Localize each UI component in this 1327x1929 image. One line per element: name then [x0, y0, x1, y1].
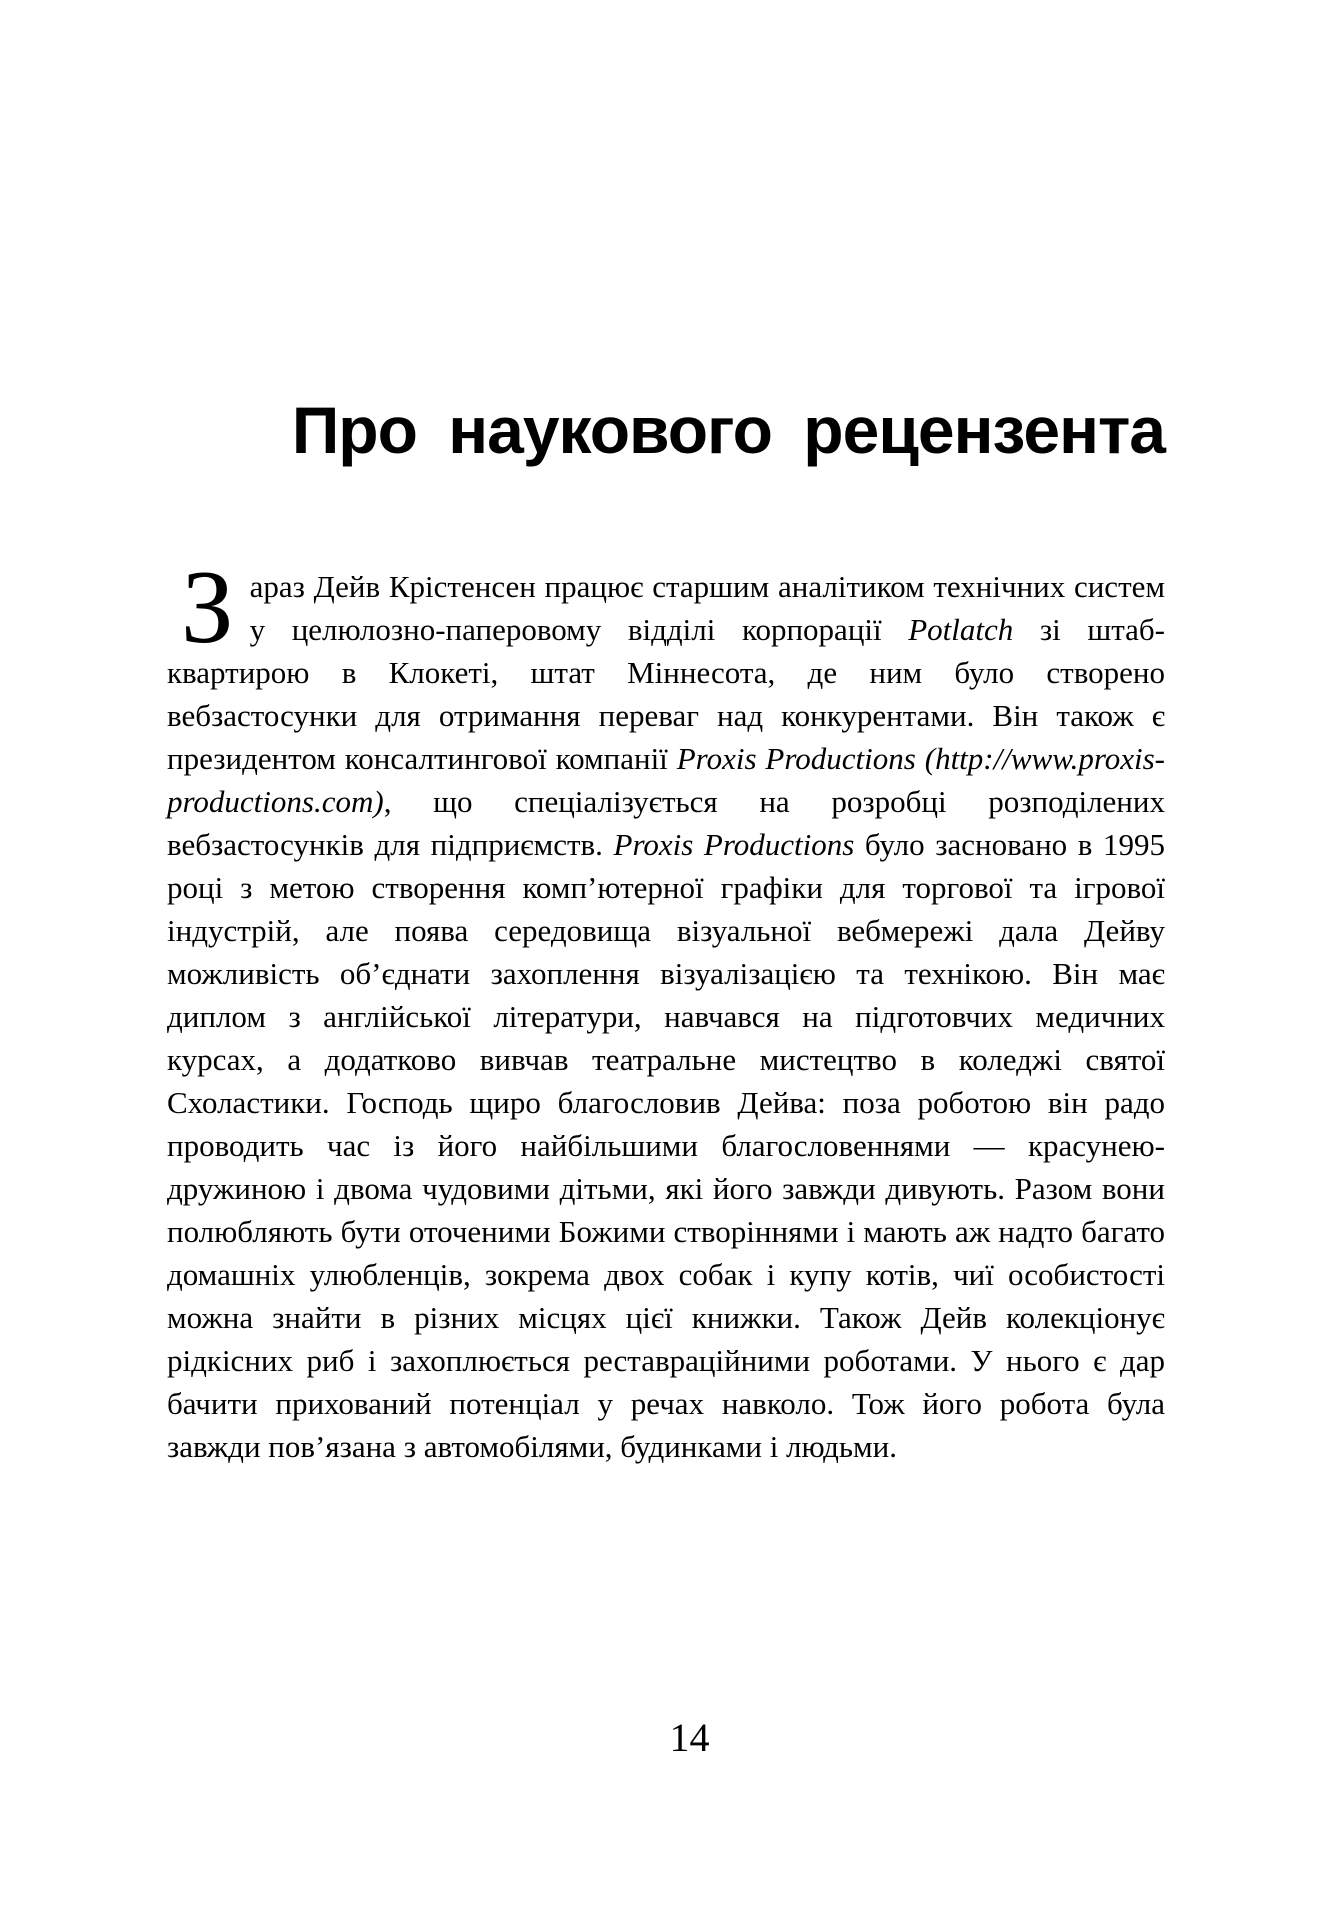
paragraph-segment: , що спеціалізується на розробці розподілених вебзастосунків для підприємств.: [167, 784, 1165, 862]
page-number-value: 14: [669, 1715, 710, 1760]
paragraph-segment: зі штаб-квартирою в Клокеті, штат Міннесота, де ним було створено вебзастосунки для отримання переваг над конкурентами. Він також є президентом консалтингової компанії: [167, 612, 1165, 776]
chapter-title: Про наукового рецензента: [291, 393, 1165, 467]
body-paragraph: [167, 548, 1166, 1468]
drop-cap: З: [181, 548, 234, 665]
paragraph-text: [167, 569, 1165, 1464]
paragraph-segment: Proxis Productions: [613, 827, 855, 862]
paragraph-segment: було засновано в 1995 році з метою створення комп’ютерної графіки для торгової та ігрової індустрій, але поява середовища візуальної вебмережі дала Дейву можливість об’єднати захоплення візуалізацією та технікою. Він має диплом з англійської літератури, навчався на підготовчих медичних курсах, а додатково вивчав театральне мистецтво в коледжі святої Схоластики. Господь щиро благословив Дейва: поза роботою він радо проводить час із його найбільшими благословеннями — красунею-дружиною і двома чудовими дітьми, які його завжди дивують. Разом вони полюбляють бути оточеними Божими створіннями і мають аж надто багато домашніх улюбленців, зокрема двох собак і купу котів, чиї особистості можна знайти в різних місцях цієї книжки. Також Дейв колекціонує рідкісних риб і захоплюється реставраційними роботами. У нього є дар бачити прихований потенціал у речах навколо. Тож його робота була завжди пов’язана з автомобілями, будинками і людьми.: [167, 827, 1166, 1464]
paragraph-segment: Proxis Productions (http://www.proxis-productions.com): [167, 741, 1165, 819]
page-number: [0, 1716, 1327, 1760]
paragraph-segment: Potlatch: [908, 612, 1014, 647]
paragraph-segment: араз Дейв Крістенсен працює старшим аналітиком технічних систем у целюлозно-паперовому відділі корпорації: [249, 569, 1165, 647]
